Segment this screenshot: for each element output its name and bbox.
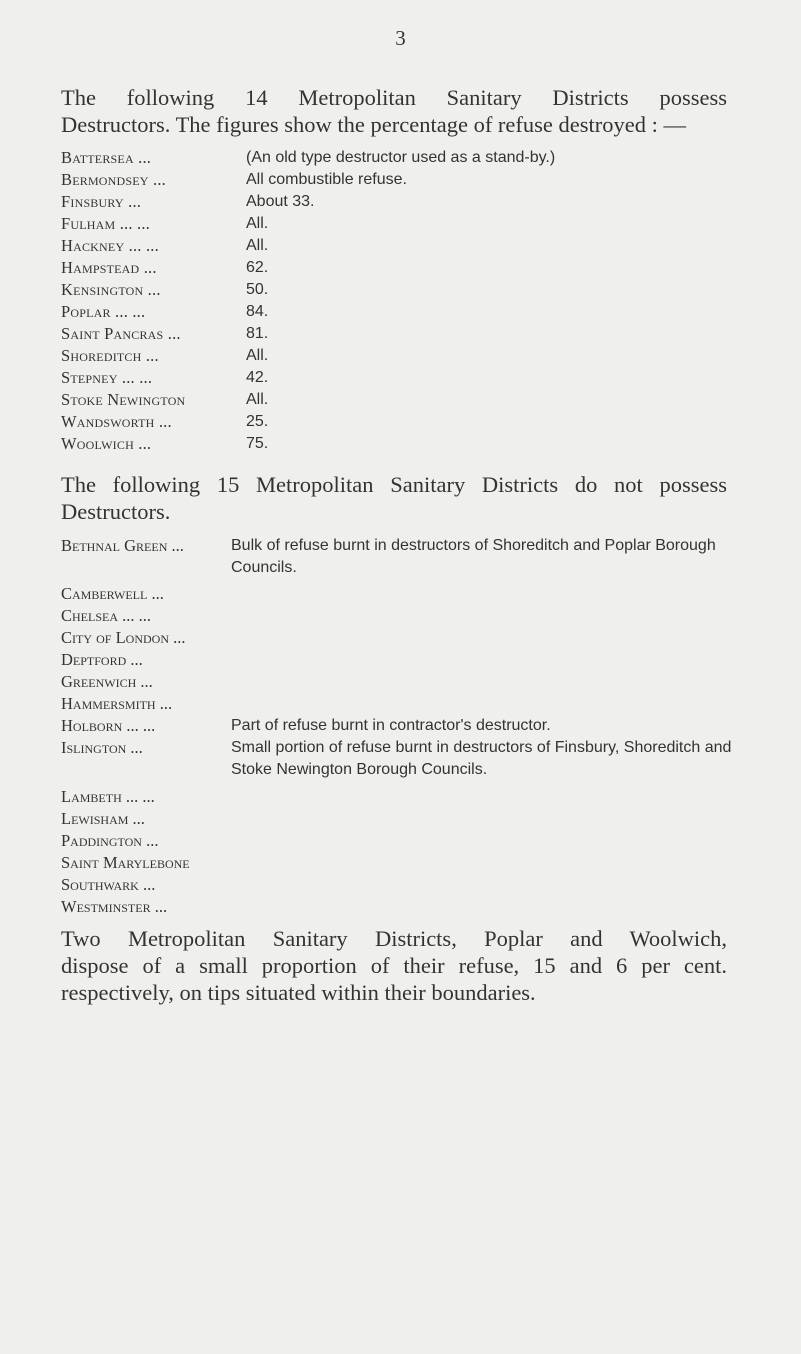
district-name: Bermondsey ... <box>61 170 166 189</box>
intro-not-possess-line: The following 15 Metropolitan Sanitary Districts do not possess <box>61 472 727 497</box>
district-percentage: 84. <box>246 303 269 320</box>
district-name: Kensington ... <box>61 280 161 299</box>
district-name: Stoke Newington <box>61 390 186 409</box>
district-row <box>61 323 741 345</box>
district-name: Stepney ... ... <box>61 368 153 387</box>
district-name: Hackney ... ... <box>61 236 159 255</box>
district-percentage: About 33. <box>246 193 315 210</box>
district-percentage: All combustible refuse. <box>246 171 407 188</box>
district-row <box>61 389 741 411</box>
district-name: Fulham ... ... <box>61 214 150 233</box>
intro-possess-paragraph <box>61 84 727 138</box>
district-name: Saint Pancras ... <box>61 324 181 343</box>
intro-possess-line: The following 14 Metropolitan Sanitary Districts possess <box>61 85 727 110</box>
closing-line: Two Metropolitan Sanitary Districts, Poplar and Woolwich, <box>61 926 727 951</box>
district-row <box>61 235 741 257</box>
district-row <box>61 433 741 455</box>
district-percentage: 75. <box>246 435 269 452</box>
district-name: Southwark ... <box>61 875 156 894</box>
district-name: Paddington ... <box>61 831 159 850</box>
district-note: Small portion of refuse burnt in destructors of Finsbury, Shoreditch and Stoke Newington Borough Councils. <box>231 739 732 778</box>
district-percentage: 81. <box>246 325 269 342</box>
district-name: Deptford ... <box>61 650 143 669</box>
district-row <box>61 191 741 213</box>
district-name: Hammersmith ... <box>61 694 173 713</box>
district-name: Greenwich ... <box>61 672 153 691</box>
district-percentage: 42. <box>246 369 269 386</box>
district-percentage: All. <box>246 215 269 232</box>
district-percentage: All. <box>246 237 269 254</box>
district-name: Woolwich ... <box>61 434 152 453</box>
district-row <box>61 169 741 191</box>
district-row <box>61 257 741 279</box>
district-percentage: 25. <box>246 413 269 430</box>
district-row <box>61 301 741 323</box>
district-name: Saint Marylebone <box>61 853 190 872</box>
district-name: Lewisham ... <box>61 809 145 828</box>
district-note: Part of refuse burnt in contractor's destructor. <box>231 717 551 734</box>
district-note: Bulk of refuse burnt in destructors of Shoreditch and Poplar Borough Councils. <box>231 537 716 576</box>
district-row <box>61 411 741 433</box>
closing-line: respectively, on tips situated within their boundaries. <box>61 980 536 1005</box>
intro-possess-line: Destructors. The figures show the percentage of refuse destroyed : — <box>61 112 687 137</box>
district-percentage: 62. <box>246 259 269 276</box>
district-name: Shoreditch ... <box>61 346 159 365</box>
district-name: Lambeth ... ... <box>61 787 155 806</box>
district-name: Wandsworth ... <box>61 412 172 431</box>
district-percentage: (An old type destructor used as a stand-by.) <box>246 149 556 166</box>
district-name: Poplar ... ... <box>61 302 146 321</box>
intro-not-possess-paragraph <box>61 471 727 525</box>
district-name: Westminster ... <box>61 897 168 916</box>
district-name: Camberwell ... <box>61 584 164 603</box>
district-percentage: 50. <box>246 281 269 298</box>
closing-paragraph <box>61 925 727 1006</box>
district-row <box>61 279 741 301</box>
district-name: City of London ... <box>61 628 186 647</box>
district-name: Battersea ... <box>61 148 152 167</box>
district-row <box>61 147 741 169</box>
district-name: Hampstead ... <box>61 258 157 277</box>
district-name: Holborn ... ... <box>61 716 156 735</box>
district-name: Islington ... <box>61 738 143 757</box>
page-number: 3 <box>395 26 406 50</box>
district-percentage: All. <box>246 391 269 408</box>
district-name: Bethnal Green ... <box>61 536 184 555</box>
district-name: Chelsea ... ... <box>61 606 152 625</box>
district-row <box>61 213 741 235</box>
closing-line: dispose of a small proportion of their refuse, 15 and 6 per cent. <box>61 953 727 978</box>
district-percentage: All. <box>246 347 269 364</box>
district-row <box>61 367 741 389</box>
district-row <box>61 345 741 367</box>
intro-not-possess-line: Destructors. <box>61 499 171 524</box>
district-name: Finsbury ... <box>61 192 142 211</box>
